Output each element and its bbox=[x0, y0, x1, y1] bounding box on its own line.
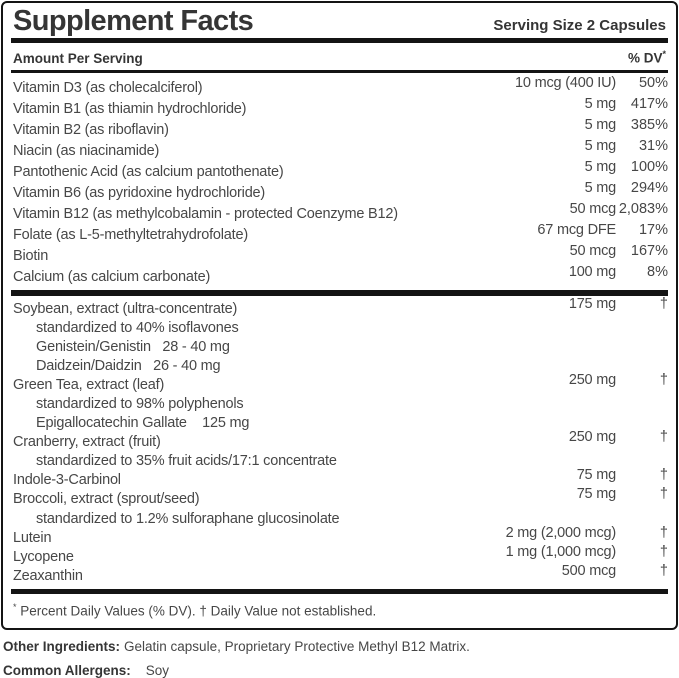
daily-value-dagger: † bbox=[659, 371, 668, 388]
nutrient-dv: 17% bbox=[638, 221, 668, 238]
nutrient-amount: 500 mcg bbox=[561, 562, 616, 579]
nutrient-amount: 5 mg bbox=[584, 158, 616, 175]
nutrient-name: Vitamin B12 (as methylcobalamin - protected Coenzyme B12) bbox=[13, 205, 398, 222]
nutrient-amount: 250 mg bbox=[568, 371, 616, 388]
nutrient-row bbox=[11, 371, 668, 395]
daily-value-dagger: † bbox=[659, 562, 668, 579]
nutrient-amount: 5 mg bbox=[584, 179, 616, 196]
nutrient-amount: 67 mcg DFE bbox=[537, 221, 616, 238]
nutrient-dv: 50% bbox=[638, 74, 668, 91]
daily-value-dagger: † bbox=[659, 295, 668, 312]
below-panel bbox=[0, 639, 679, 678]
nutrient-name: Indole-3-Carbinol bbox=[13, 472, 121, 489]
nutrient-row bbox=[11, 562, 668, 586]
nutrient-amount: 2 mg (2,000 mcg) bbox=[505, 524, 616, 541]
daily-value-dagger: † bbox=[659, 486, 668, 503]
nutrient-amount: 75 mg bbox=[576, 486, 616, 503]
footnote-asterisk: * bbox=[13, 601, 17, 612]
botanical-rows bbox=[11, 296, 668, 586]
panel-header bbox=[11, 3, 668, 38]
nutrient-name: Zeaxanthin bbox=[13, 567, 83, 584]
nutrient-name: Biotin bbox=[13, 247, 49, 264]
nutrient-name: Pantothenic Acid (as calcium pantothenate) bbox=[13, 163, 284, 180]
nutrient-amount: 5 mg bbox=[584, 137, 616, 154]
panel-title: Supplement Facts bbox=[13, 5, 254, 37]
nutrient-amount: 175 mg bbox=[568, 295, 616, 312]
nutrient-amount: 5 mg bbox=[584, 116, 616, 133]
nutrient-name: Vitamin B6 (as pyridoxine hydrochloride) bbox=[13, 184, 266, 201]
column-header-dv: % DV* bbox=[627, 49, 666, 66]
common-allergens-text: Soy bbox=[145, 663, 170, 678]
nutrient-name: Broccoli, extract (sprout/seed) bbox=[13, 491, 200, 508]
vitamin-rows bbox=[11, 73, 668, 288]
nutrient-name: Calcium (as calcium carbonate) bbox=[13, 268, 211, 285]
nutrient-amount: 50 mcg bbox=[569, 242, 616, 259]
nutrient-amount: 50 mcg bbox=[569, 200, 616, 217]
nutrient-row bbox=[11, 429, 668, 452]
nutrient-subline: standardized to 35% fruit acids/17:1 concentrate bbox=[36, 453, 337, 470]
nutrient-name: Niacin (as niacinamide) bbox=[13, 142, 160, 159]
nutrient-row bbox=[11, 295, 668, 319]
nutrient-amount: 10 mcg (400 IU) bbox=[515, 74, 616, 91]
nutrient-dv: 100% bbox=[630, 158, 668, 175]
nutrient-dv: 8% bbox=[647, 263, 668, 280]
nutrient-row bbox=[11, 74, 668, 99]
nutrient-name: Vitamin D3 (as cholecalciferol) bbox=[13, 79, 203, 96]
common-allergens-label: Common Allergens: bbox=[3, 663, 131, 678]
footnote-text: Percent Daily Values (% DV). † Daily Value not established. bbox=[20, 603, 377, 619]
nutrient-name: Soybean, extract (ultra-concentrate) bbox=[13, 300, 238, 317]
nutrient-row bbox=[11, 486, 668, 509]
daily-value-dagger: † bbox=[659, 429, 668, 446]
serving-size: Serving Size 2 Capsules bbox=[493, 17, 666, 34]
nutrient-name: Folate (as L-5-methyltetrahydrofolate) bbox=[13, 226, 248, 243]
nutrient-row bbox=[11, 263, 668, 288]
nutrient-amount: 100 mg bbox=[568, 263, 616, 280]
nutrient-name: Green Tea, extract (leaf) bbox=[13, 376, 165, 393]
dv-asterisk: * bbox=[662, 49, 666, 59]
nutrient-subline: standardized to 40% isoflavones bbox=[36, 319, 239, 336]
nutrient-amount: 75 mg bbox=[576, 467, 616, 484]
nutrient-name: Vitamin B1 (as thiamin hydrochloride) bbox=[13, 100, 247, 117]
supplement-facts-panel bbox=[1, 1, 678, 630]
other-ingredients-text: Gelatin capsule, Proprietary Protective Methyl B12 Matrix. bbox=[124, 639, 470, 655]
nutrient-dv: 31% bbox=[638, 137, 668, 154]
nutrient-row bbox=[11, 467, 668, 490]
nutrient-name: Vitamin B2 (as riboflavin) bbox=[13, 121, 169, 138]
nutrient-row bbox=[11, 116, 668, 141]
nutrient-amount: 250 mg bbox=[568, 429, 616, 446]
nutrient-subline: Epigallocatechin Gallate 125 mg bbox=[36, 415, 250, 432]
nutrient-subline: Daidzein/Daidzin 26 - 40 mg bbox=[36, 357, 221, 374]
nutrient-subline: standardized to 1.2% sulforaphane glucosinolate bbox=[36, 510, 340, 527]
daily-value-dagger: † bbox=[659, 524, 668, 541]
footnote bbox=[11, 594, 668, 629]
daily-value-dagger: † bbox=[659, 467, 668, 484]
nutrient-row bbox=[11, 137, 668, 162]
nutrient-dv: 167% bbox=[630, 242, 668, 259]
nutrient-name: Lycopene bbox=[13, 548, 74, 565]
other-ingredients bbox=[3, 639, 679, 654]
nutrient-amount: 1 mg (1,000 mcg) bbox=[505, 543, 616, 560]
column-header-amount: Amount Per Serving bbox=[13, 50, 143, 66]
nutrient-dv: 417% bbox=[630, 95, 668, 112]
daily-value-dagger: † bbox=[659, 543, 668, 560]
nutrient-name: Cranberry, extract (fruit) bbox=[13, 434, 161, 451]
nutrient-dv: 385% bbox=[630, 116, 668, 133]
other-ingredients-label: Other Ingredients: bbox=[3, 639, 121, 655]
nutrient-amount: 5 mg bbox=[584, 95, 616, 112]
nutrient-row bbox=[11, 158, 668, 183]
nutrient-name: Lutein bbox=[13, 529, 52, 546]
nutrient-dv: 2,083% bbox=[618, 200, 668, 217]
common-allergens bbox=[3, 663, 679, 678]
nutrient-subline: standardized to 98% polyphenols bbox=[36, 395, 244, 412]
nutrient-dv: 294% bbox=[630, 179, 668, 196]
column-header-row bbox=[11, 43, 668, 70]
nutrient-subline: Genistein/Genistin 28 - 40 mg bbox=[36, 338, 230, 355]
nutrient-row bbox=[11, 95, 668, 120]
